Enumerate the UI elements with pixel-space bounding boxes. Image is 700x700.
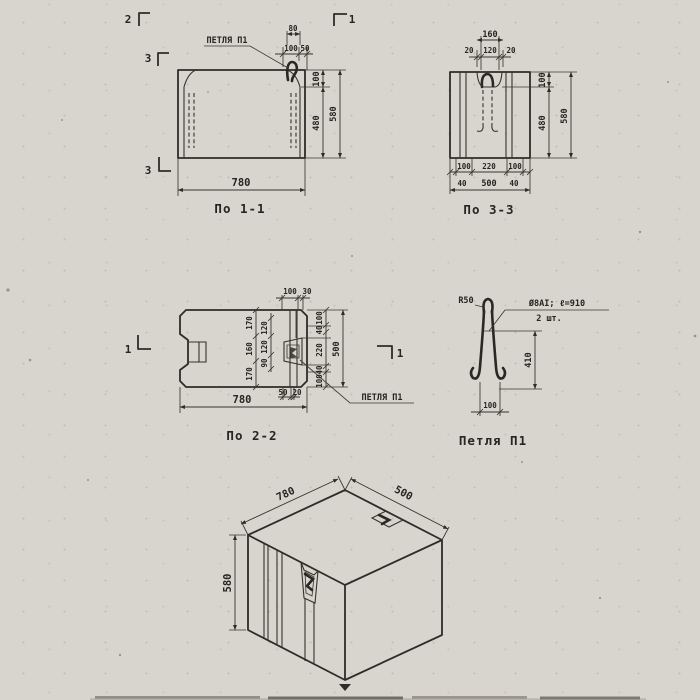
v33-loop-hooks (477, 124, 498, 131)
v22-left-key (188, 342, 206, 362)
v22-loop-section (290, 347, 297, 358)
loop-radius-leader (475, 305, 483, 307)
section-marker-3a: 3 (144, 52, 152, 65)
v22-dim-780: 780 (232, 394, 252, 406)
loop-dim-410: 410 (524, 352, 534, 368)
loop-right-leg (492, 311, 505, 379)
v22-dim-50: 50 (278, 388, 288, 397)
scan-speckles (6, 81, 696, 656)
v11-dim-480: 480 (312, 115, 322, 131)
v33-dim-160: 160 (482, 30, 498, 40)
v22-loop-label: ПЕТЛЯ П1 (361, 393, 403, 403)
section-marker-1-line (334, 14, 347, 26)
v22-chain-left-2: 170 (245, 367, 254, 381)
iso-block-geometry (248, 490, 442, 680)
section-marker-1r-line (377, 346, 392, 359)
section-marker-3a-line (158, 53, 169, 66)
loop-left-leg (471, 311, 484, 379)
v33-groove-lines (460, 72, 512, 158)
v33-dim-100b: 100 (508, 162, 522, 171)
v33-loop-legs-hidden (483, 90, 492, 124)
v11-dim-100-top: 100 (284, 44, 298, 53)
v22-dimensions (180, 287, 348, 413)
v11-wall-lines (184, 87, 300, 158)
v33-dim-480: 480 (538, 115, 548, 131)
v22-dim-500: 500 (332, 341, 342, 357)
v22-dim-100-top: 100 (283, 287, 297, 296)
v11-dimensions (178, 24, 346, 196)
v22-dim-30: 30 (302, 287, 312, 296)
section-marker-1: 1 (348, 13, 356, 26)
v33-title: По 3-3 (463, 202, 515, 217)
v11-loop-label: ПЕТЛЯ П1 (206, 36, 248, 46)
scan-artifact-band (90, 696, 646, 700)
v22-chain-right-3: 40 (315, 365, 324, 375)
section-marker-2: 2 (124, 13, 132, 26)
v22-chain-left-0: 170 (245, 316, 254, 330)
loop-spec-callout (489, 298, 609, 331)
v22-chain-left-1: 160 (245, 342, 254, 356)
bottom-reference-triangle (339, 684, 351, 691)
iso-front-channel (305, 598, 314, 665)
v11-dim-780: 780 (231, 177, 251, 189)
isometric-view (222, 476, 449, 691)
loop-title: Петля П1 (458, 433, 528, 448)
v33-dim-40a: 40 (457, 179, 467, 188)
v33-dim-40b: 40 (509, 179, 519, 188)
section-marker-3b: 3 (144, 164, 152, 177)
section-marker-1r: 1 (396, 347, 404, 360)
v33-block-geometry (450, 72, 530, 158)
v33-dim-500: 500 (481, 179, 497, 189)
v11-hidden-lines (189, 93, 296, 148)
v22-chain-right-0: 100 (315, 311, 324, 325)
v33-dim-220: 220 (482, 162, 496, 171)
section-marker-1l: 1 (124, 343, 132, 356)
v22-chain-inner-1: 120 (260, 340, 269, 354)
section-marker-1l-line (138, 335, 151, 349)
v33-dim-100a: 100 (457, 162, 471, 171)
v22-dim-20: 20 (292, 388, 302, 397)
v33-loop-wire (482, 74, 493, 87)
v33-dim-120: 120 (483, 46, 497, 55)
loop-radius-label: R50 (458, 296, 474, 306)
v22-chain-right-1: 40 (315, 325, 324, 335)
iso-dim-580: 580 (222, 573, 234, 593)
v11-loop-callout (204, 36, 288, 68)
v33-dim-20a: 20 (464, 46, 474, 55)
v11-block-geometry (178, 62, 305, 158)
v11-dim-100-right: 100 (312, 71, 322, 87)
v33-dim-580: 580 (560, 108, 570, 124)
view-section-3-3 (447, 30, 577, 217)
section-marker-2-line (139, 13, 150, 26)
iso-dim-780: 780 (274, 484, 297, 504)
v11-dim-50: 50 (300, 44, 310, 53)
loop-wire-geometry (471, 299, 505, 379)
loop-qty-text: 2 шт. (536, 314, 562, 324)
v22-chain-right-4: 100 (315, 374, 324, 388)
v11-title: По 1-1 (214, 201, 266, 216)
section-marker-3b-line (159, 157, 171, 171)
v33-dim-20b: 20 (506, 46, 516, 55)
v22-title: По 2-2 (226, 428, 278, 443)
loop-spec-text: Ø8АI; ℓ=910 (528, 299, 586, 309)
loop-dim-100: 100 (483, 401, 497, 410)
v11-dim-80: 80 (288, 24, 298, 33)
v11-loop-wire (287, 62, 297, 81)
v22-chain-right-2: 220 (315, 343, 324, 357)
v22-chain-inner-2: 90 (260, 358, 269, 368)
v11-block-outline (178, 70, 305, 158)
view-section-1-1 (125, 13, 356, 216)
loop-detail-view (458, 296, 609, 448)
view-section-2-2 (125, 287, 414, 443)
v11-loop-leader (204, 46, 288, 68)
v33-block-outline (450, 72, 530, 158)
iso-front-grooves (264, 543, 282, 647)
v22-chain-inner-0: 120 (260, 321, 269, 335)
v11-dim-580: 580 (329, 106, 339, 122)
iso-front-loop-wire (305, 574, 313, 590)
v33-dim-100-right: 100 (538, 72, 548, 88)
v22-block-geometry (180, 310, 307, 387)
v11-recess-arcs (184, 70, 300, 87)
iso-dim-500: 500 (392, 483, 415, 504)
